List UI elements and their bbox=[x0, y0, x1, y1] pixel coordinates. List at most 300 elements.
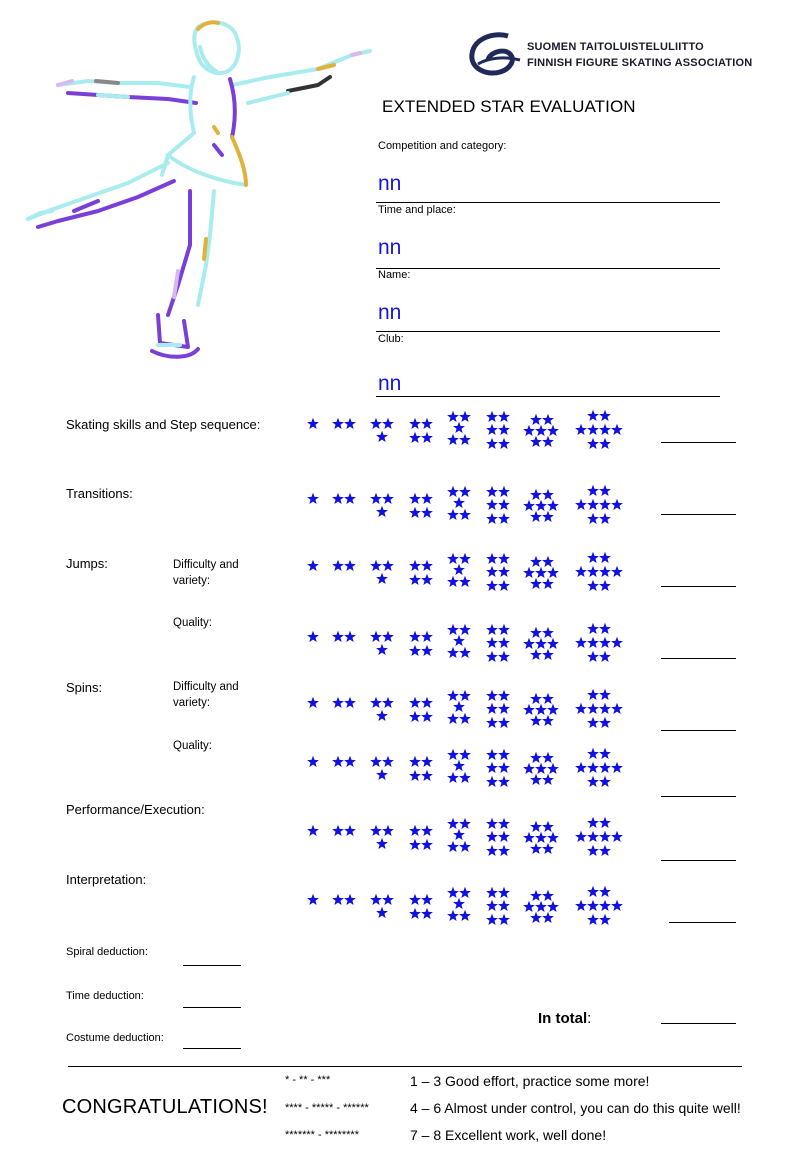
star-icon bbox=[486, 499, 498, 510]
star-icon bbox=[459, 818, 471, 829]
star-icon bbox=[459, 690, 471, 701]
interpretation-star-scale[interactable] bbox=[300, 884, 640, 944]
star-group-6[interactable] bbox=[486, 887, 510, 925]
star-group-4[interactable] bbox=[409, 894, 433, 919]
star-icon bbox=[344, 697, 356, 708]
star-icon bbox=[599, 703, 611, 714]
star-group-1[interactable] bbox=[307, 631, 319, 642]
star-icon bbox=[498, 580, 510, 591]
star-icon bbox=[599, 845, 611, 856]
star-icon bbox=[599, 831, 611, 842]
star-icon bbox=[599, 580, 611, 591]
star-group-7[interactable] bbox=[523, 752, 559, 785]
star-group-7[interactable] bbox=[523, 627, 559, 660]
star-icon bbox=[447, 434, 459, 445]
star-group-1[interactable] bbox=[307, 560, 319, 571]
star-icon bbox=[447, 647, 459, 658]
star-icon bbox=[547, 901, 559, 912]
star-icon bbox=[453, 829, 465, 840]
star-group-1[interactable] bbox=[307, 825, 319, 836]
star-icon bbox=[575, 499, 587, 510]
star-icon bbox=[409, 711, 421, 722]
star-group-5[interactable] bbox=[447, 411, 471, 445]
star-group-3[interactable] bbox=[370, 825, 394, 849]
star-icon bbox=[530, 489, 542, 500]
star-icon bbox=[530, 511, 542, 522]
star-icon bbox=[587, 580, 599, 591]
star-icon bbox=[599, 689, 611, 700]
star-icon bbox=[459, 887, 471, 898]
spiral-deduction-label: Spiral deduction: bbox=[66, 946, 148, 958]
transitions-score-blank[interactable] bbox=[661, 514, 736, 515]
star-icon bbox=[587, 485, 599, 496]
star-group-5[interactable] bbox=[447, 624, 471, 658]
name-value[interactable]: nn bbox=[378, 301, 402, 324]
star-icon bbox=[498, 762, 510, 773]
star-icon bbox=[382, 697, 394, 708]
star-icon bbox=[376, 838, 388, 849]
star-icon bbox=[530, 649, 542, 660]
star-group-4[interactable] bbox=[409, 825, 433, 850]
star-group-2[interactable] bbox=[332, 756, 356, 767]
star-group-4[interactable] bbox=[409, 418, 433, 443]
star-icon bbox=[332, 560, 344, 571]
star-icon bbox=[344, 894, 356, 905]
star-icon bbox=[421, 574, 433, 585]
club-line bbox=[376, 396, 720, 397]
star-icon bbox=[447, 713, 459, 724]
skating-skills-score-blank[interactable] bbox=[661, 442, 736, 443]
star-icon bbox=[498, 887, 510, 898]
star-icon bbox=[376, 644, 388, 655]
star-group-6[interactable] bbox=[486, 486, 510, 524]
star-icon bbox=[486, 513, 498, 524]
star-icon bbox=[498, 637, 510, 648]
star-icon bbox=[498, 703, 510, 714]
star-group-4[interactable] bbox=[409, 697, 433, 722]
star-group-2[interactable] bbox=[332, 697, 356, 708]
star-icon bbox=[498, 553, 510, 564]
star-group-7[interactable] bbox=[523, 414, 559, 447]
star-icon bbox=[421, 560, 433, 571]
star-icon bbox=[498, 499, 510, 510]
star-icon bbox=[376, 710, 388, 721]
star-icon bbox=[530, 843, 542, 854]
star-icon bbox=[409, 894, 421, 905]
star-group-1[interactable] bbox=[307, 894, 319, 905]
star-icon bbox=[486, 553, 498, 564]
star-group-1[interactable] bbox=[307, 418, 319, 429]
star-icon bbox=[421, 697, 433, 708]
star-group-8[interactable] bbox=[575, 410, 623, 449]
star-icon bbox=[530, 693, 542, 704]
star-icon bbox=[370, 631, 382, 642]
star-icon bbox=[382, 560, 394, 571]
star-icon bbox=[382, 418, 394, 429]
spins-difficulty-score-blank[interactable] bbox=[661, 730, 736, 731]
star-icon bbox=[447, 910, 459, 921]
star-icon bbox=[376, 506, 388, 517]
jumps-label: Jumps: bbox=[66, 556, 108, 571]
star-icon bbox=[542, 489, 554, 500]
star-icon bbox=[409, 770, 421, 781]
star-icon bbox=[307, 493, 319, 504]
star-icon bbox=[370, 697, 382, 708]
star-icon bbox=[486, 566, 498, 577]
star-icon bbox=[421, 908, 433, 919]
star-icon bbox=[409, 645, 421, 656]
name-label: Name: bbox=[378, 269, 411, 281]
star-group-4[interactable] bbox=[409, 631, 433, 656]
star-group-6[interactable] bbox=[486, 818, 510, 856]
star-group-3[interactable] bbox=[370, 631, 394, 655]
star-icon bbox=[587, 637, 599, 648]
star-group-2[interactable] bbox=[332, 894, 356, 905]
competition-value[interactable]: nn bbox=[378, 172, 402, 195]
star-icon bbox=[542, 890, 554, 901]
star-icon bbox=[409, 697, 421, 708]
star-icon bbox=[587, 717, 599, 728]
performance-label: Performance/Execution: bbox=[66, 802, 205, 817]
star-icon bbox=[453, 564, 465, 575]
star-icon bbox=[530, 436, 542, 447]
star-group-1[interactable] bbox=[307, 493, 319, 504]
name-line bbox=[376, 331, 720, 332]
star-icon bbox=[370, 418, 382, 429]
star-icon bbox=[611, 900, 623, 911]
star-icon bbox=[587, 748, 599, 759]
star-icon bbox=[587, 651, 599, 662]
star-icon bbox=[599, 499, 611, 510]
performance-star-scale[interactable] bbox=[300, 815, 640, 875]
star-icon bbox=[421, 825, 433, 836]
star-icon bbox=[447, 690, 459, 701]
time-deduction-blank[interactable] bbox=[183, 1007, 241, 1008]
star-icon bbox=[486, 818, 498, 829]
star-icon bbox=[486, 831, 498, 842]
star-icon bbox=[307, 825, 319, 836]
interpretation-score-blank[interactable] bbox=[669, 922, 736, 923]
star-group-8[interactable] bbox=[575, 748, 623, 787]
star-icon bbox=[547, 425, 559, 436]
star-icon bbox=[575, 703, 587, 714]
star-icon bbox=[332, 631, 344, 642]
star-icon bbox=[498, 624, 510, 635]
star-group-2[interactable] bbox=[332, 631, 356, 642]
star-icon bbox=[599, 637, 611, 648]
jumps-quality-star-scale[interactable] bbox=[300, 621, 640, 681]
star-icon bbox=[344, 756, 356, 767]
star-icon bbox=[307, 697, 319, 708]
star-group-2[interactable] bbox=[332, 825, 356, 836]
total-label: In total: bbox=[538, 1010, 592, 1027]
star-icon bbox=[459, 713, 471, 724]
club-value[interactable]: nn bbox=[378, 372, 402, 395]
star-icon bbox=[376, 769, 388, 780]
skater-illustration bbox=[18, 15, 378, 367]
star-icon bbox=[459, 841, 471, 852]
star-group-6[interactable] bbox=[486, 624, 510, 662]
star-icon bbox=[459, 576, 471, 587]
spins-difficulty-star-scale[interactable] bbox=[300, 687, 640, 747]
star-group-6[interactable] bbox=[486, 690, 510, 728]
star-group-7[interactable] bbox=[523, 890, 559, 923]
page-title: EXTENDED STAR EVALUATION bbox=[382, 97, 636, 116]
star-icon bbox=[370, 560, 382, 571]
star-icon bbox=[523, 832, 535, 843]
star-icon bbox=[498, 651, 510, 662]
star-icon bbox=[498, 900, 510, 911]
costume-deduction-label: Costume deduction: bbox=[66, 1032, 164, 1044]
star-icon bbox=[498, 845, 510, 856]
star-icon bbox=[587, 845, 599, 856]
star-group-5[interactable] bbox=[447, 818, 471, 852]
star-icon bbox=[542, 821, 554, 832]
star-group-6[interactable] bbox=[486, 553, 510, 591]
star-group-8[interactable] bbox=[575, 817, 623, 856]
star-group-3[interactable] bbox=[370, 756, 394, 780]
star-group-5[interactable] bbox=[447, 553, 471, 587]
star-icon bbox=[421, 493, 433, 504]
star-icon bbox=[542, 556, 554, 567]
spins-label: Spins: bbox=[66, 680, 103, 695]
star-icon bbox=[409, 825, 421, 836]
star-icon bbox=[453, 422, 465, 433]
star-icon bbox=[447, 576, 459, 587]
star-group-8[interactable] bbox=[575, 623, 623, 662]
star-icon bbox=[447, 887, 459, 898]
star-icon bbox=[459, 772, 471, 783]
star-icon bbox=[486, 887, 498, 898]
star-icon bbox=[421, 507, 433, 518]
star-icon bbox=[599, 717, 611, 728]
star-icon bbox=[587, 900, 599, 911]
star-icon bbox=[486, 624, 498, 635]
star-icon bbox=[587, 831, 599, 842]
federation-logo-icon bbox=[464, 30, 526, 80]
star-icon bbox=[498, 690, 510, 701]
star-icon bbox=[599, 817, 611, 828]
star-icon bbox=[530, 821, 542, 832]
star-icon bbox=[547, 500, 559, 511]
star-group-8[interactable] bbox=[575, 689, 623, 728]
star-icon bbox=[409, 507, 421, 518]
star-icon bbox=[498, 486, 510, 497]
star-group-7[interactable] bbox=[523, 489, 559, 522]
star-icon bbox=[498, 566, 510, 577]
star-icon bbox=[530, 774, 542, 785]
star-icon bbox=[447, 553, 459, 564]
star-icon bbox=[486, 637, 498, 648]
star-icon bbox=[498, 411, 510, 422]
competition-line bbox=[376, 202, 720, 203]
star-group-2[interactable] bbox=[332, 560, 356, 571]
star-group-8[interactable] bbox=[575, 886, 623, 925]
star-group-4[interactable] bbox=[409, 493, 433, 518]
star-icon bbox=[575, 424, 587, 435]
star-icon bbox=[599, 424, 611, 435]
star-icon bbox=[599, 900, 611, 911]
star-icon bbox=[421, 645, 433, 656]
star-icon bbox=[486, 703, 498, 714]
congratulations-text: CONGRATULATIONS! bbox=[62, 1096, 268, 1118]
star-icon bbox=[486, 580, 498, 591]
star-icon bbox=[547, 763, 559, 774]
star-icon bbox=[611, 762, 623, 773]
star-group-1[interactable] bbox=[307, 697, 319, 708]
star-icon bbox=[611, 424, 623, 435]
star-group-1[interactable] bbox=[307, 756, 319, 767]
star-icon bbox=[535, 704, 547, 715]
star-icon bbox=[530, 912, 542, 923]
star-group-5[interactable] bbox=[447, 749, 471, 783]
star-icon bbox=[421, 839, 433, 850]
star-icon bbox=[599, 438, 611, 449]
star-icon bbox=[599, 485, 611, 496]
star-icon bbox=[599, 914, 611, 925]
star-group-7[interactable] bbox=[523, 556, 559, 589]
transitions-star-scale[interactable] bbox=[300, 483, 640, 543]
total-score-blank[interactable] bbox=[661, 1023, 736, 1024]
star-icon bbox=[486, 690, 498, 701]
star-icon bbox=[486, 749, 498, 760]
star-icon bbox=[307, 560, 319, 571]
spiral-deduction-blank[interactable] bbox=[183, 965, 241, 966]
star-icon bbox=[542, 693, 554, 704]
star-icon bbox=[575, 762, 587, 773]
star-icon bbox=[486, 776, 498, 787]
star-icon bbox=[599, 552, 611, 563]
star-icon bbox=[486, 762, 498, 773]
club-label: Club: bbox=[378, 333, 404, 345]
time-place-value[interactable]: nn bbox=[378, 236, 402, 259]
jumps-difficulty-star-scale[interactable] bbox=[300, 550, 640, 610]
star-group-3[interactable] bbox=[370, 418, 394, 442]
star-icon bbox=[370, 493, 382, 504]
star-group-7[interactable] bbox=[523, 821, 559, 854]
star-icon bbox=[535, 901, 547, 912]
jumps-quality-label: Quality: bbox=[173, 617, 212, 629]
star-icon bbox=[523, 901, 535, 912]
star-icon bbox=[447, 841, 459, 852]
star-icon bbox=[599, 623, 611, 634]
star-icon bbox=[382, 756, 394, 767]
spins-quality-score-blank[interactable] bbox=[661, 796, 736, 797]
star-icon bbox=[421, 432, 433, 443]
star-icon bbox=[459, 553, 471, 564]
star-group-3[interactable] bbox=[370, 894, 394, 918]
star-icon bbox=[344, 493, 356, 504]
star-icon bbox=[421, 770, 433, 781]
star-icon bbox=[409, 560, 421, 571]
star-icon bbox=[447, 772, 459, 783]
star-icon bbox=[409, 418, 421, 429]
star-icon bbox=[587, 914, 599, 925]
star-group-2[interactable] bbox=[332, 418, 356, 429]
star-icon bbox=[486, 424, 498, 435]
star-group-2[interactable] bbox=[332, 493, 356, 504]
star-icon bbox=[376, 907, 388, 918]
spins-quality-star-scale[interactable] bbox=[300, 746, 640, 806]
star-icon bbox=[587, 552, 599, 563]
jumps-quality-score-blank[interactable] bbox=[661, 658, 736, 659]
legend-symbols-1: * - ** - *** bbox=[285, 1074, 331, 1086]
star-icon bbox=[421, 894, 433, 905]
star-icon bbox=[453, 497, 465, 508]
star-group-8[interactable] bbox=[575, 552, 623, 591]
star-icon bbox=[486, 411, 498, 422]
star-icon bbox=[382, 894, 394, 905]
star-icon bbox=[382, 493, 394, 504]
star-group-3[interactable] bbox=[370, 697, 394, 721]
star-group-6[interactable] bbox=[486, 411, 510, 449]
star-icon bbox=[587, 886, 599, 897]
star-icon bbox=[459, 624, 471, 635]
star-icon bbox=[587, 762, 599, 773]
star-icon bbox=[447, 818, 459, 829]
star-icon bbox=[344, 560, 356, 571]
star-icon bbox=[587, 623, 599, 634]
costume-deduction-blank[interactable] bbox=[183, 1048, 241, 1049]
star-icon bbox=[542, 752, 554, 763]
star-group-7[interactable] bbox=[523, 693, 559, 726]
star-icon bbox=[453, 635, 465, 646]
star-icon bbox=[498, 776, 510, 787]
star-icon bbox=[547, 638, 559, 649]
star-group-4[interactable] bbox=[409, 560, 433, 585]
legend-text-1: 1 – 3 Good effort, practice some more! bbox=[410, 1073, 650, 1089]
star-icon bbox=[587, 438, 599, 449]
star-icon bbox=[587, 776, 599, 787]
star-icon bbox=[447, 411, 459, 422]
star-icon bbox=[575, 900, 587, 911]
time-deduction-label: Time deduction: bbox=[66, 990, 144, 1002]
star-icon bbox=[486, 900, 498, 911]
star-group-5[interactable] bbox=[447, 486, 471, 520]
star-icon bbox=[599, 762, 611, 773]
star-icon bbox=[542, 912, 554, 923]
star-icon bbox=[447, 509, 459, 520]
star-icon bbox=[523, 567, 535, 578]
star-group-3[interactable] bbox=[370, 493, 394, 517]
star-icon bbox=[498, 424, 510, 435]
spins-difficulty-label: Difficulty and variety: bbox=[173, 681, 239, 709]
star-icon bbox=[542, 511, 554, 522]
star-icon bbox=[587, 513, 599, 524]
star-group-5[interactable] bbox=[447, 887, 471, 921]
star-icon bbox=[459, 434, 471, 445]
star-icon bbox=[370, 756, 382, 767]
skating-skills-star-scale[interactable] bbox=[300, 408, 640, 468]
star-group-4[interactable] bbox=[409, 756, 433, 781]
star-icon bbox=[447, 624, 459, 635]
star-group-8[interactable] bbox=[575, 485, 623, 524]
star-group-5[interactable] bbox=[447, 690, 471, 724]
star-icon bbox=[530, 578, 542, 589]
star-icon bbox=[535, 638, 547, 649]
star-group-6[interactable] bbox=[486, 749, 510, 787]
star-group-3[interactable] bbox=[370, 560, 394, 584]
star-icon bbox=[599, 748, 611, 759]
performance-score-blank[interactable] bbox=[661, 860, 736, 861]
star-icon bbox=[535, 763, 547, 774]
skating-skills-label: Skating skills and Step sequence: bbox=[66, 417, 261, 432]
star-icon bbox=[498, 749, 510, 760]
star-icon bbox=[498, 831, 510, 842]
star-icon bbox=[498, 513, 510, 524]
jumps-difficulty-score-blank[interactable] bbox=[661, 586, 736, 587]
star-icon bbox=[535, 500, 547, 511]
